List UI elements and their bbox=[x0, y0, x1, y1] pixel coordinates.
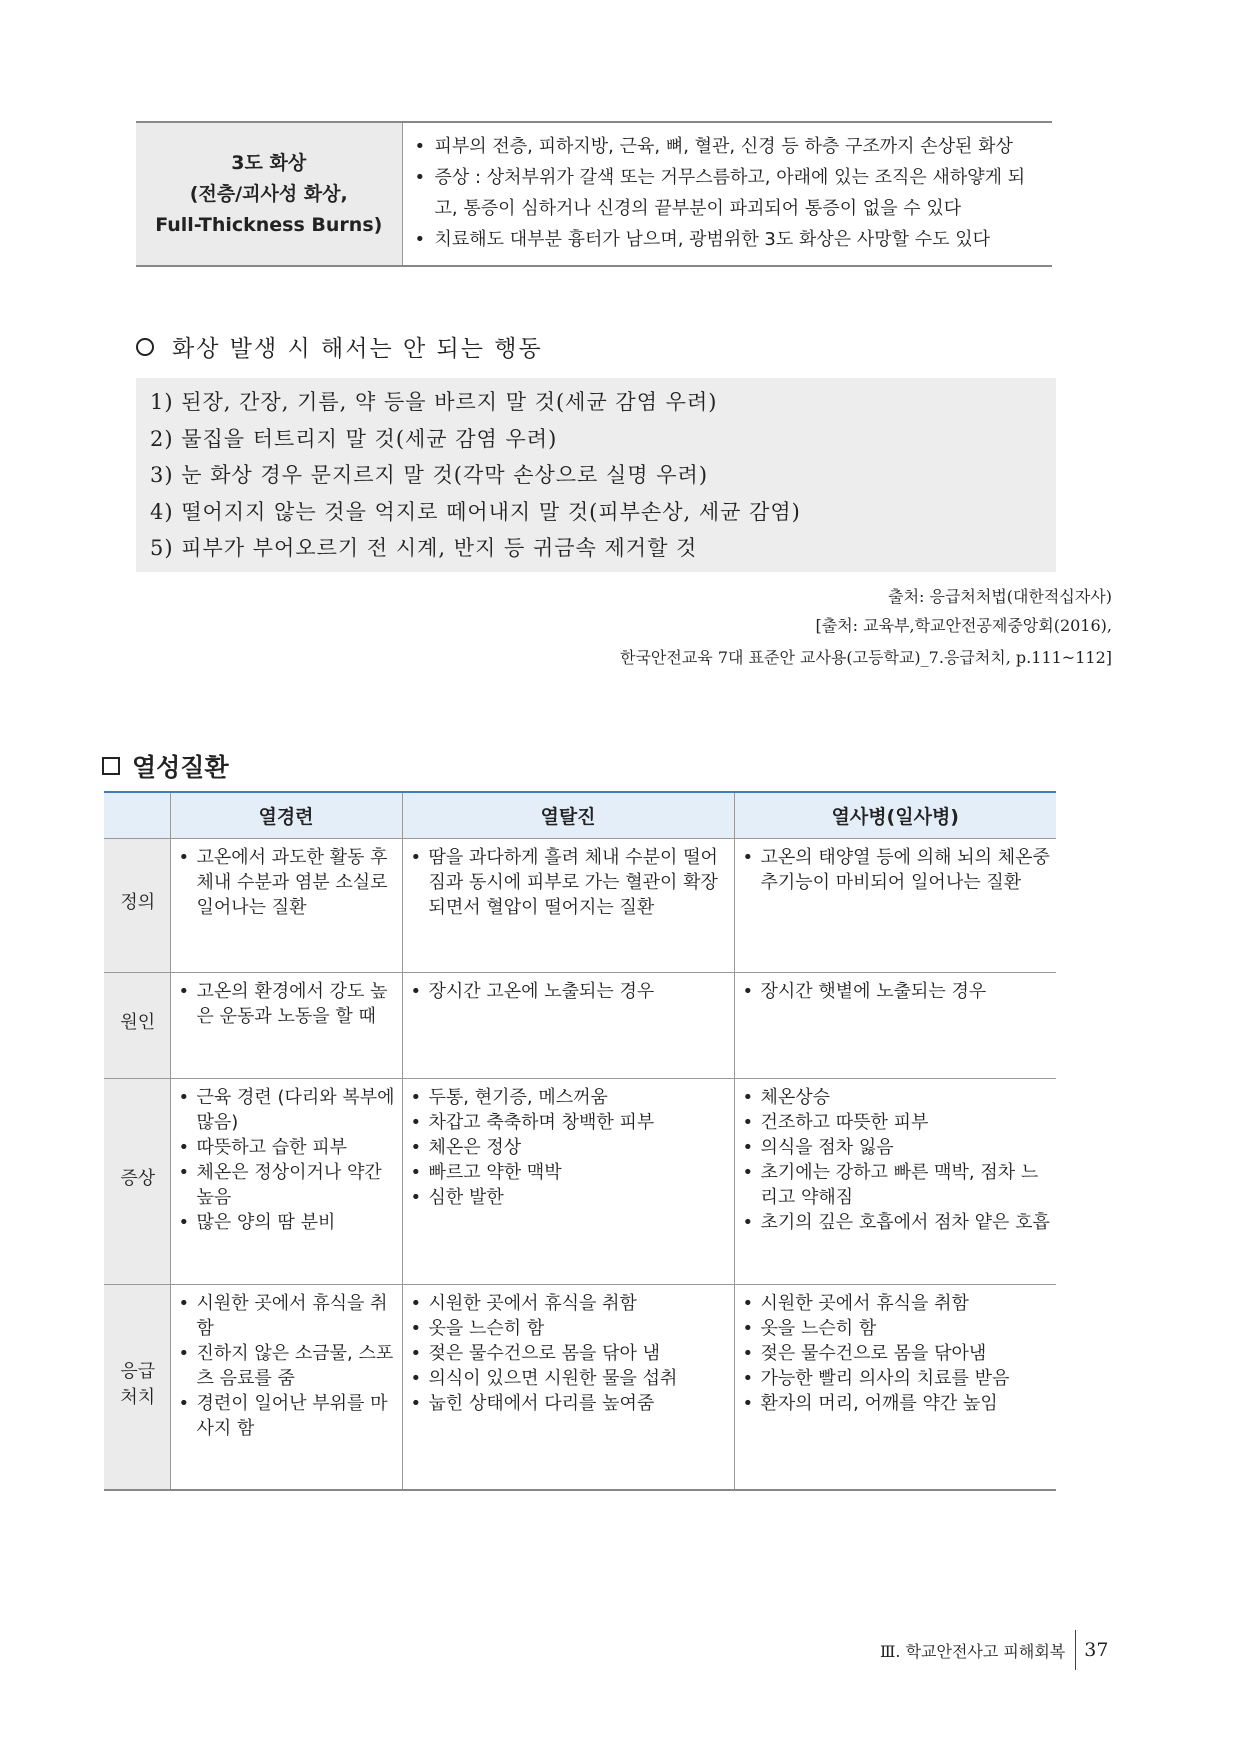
row-header-line: 응급 bbox=[120, 1360, 156, 1382]
table-cell bbox=[734, 1284, 1056, 1490]
bullet-list bbox=[177, 1085, 398, 1235]
bullet-list bbox=[177, 845, 398, 920]
table-cell bbox=[402, 1284, 734, 1490]
row-header bbox=[104, 838, 170, 972]
list-item: • 근육 경련 (다리와 복부에 많음) bbox=[177, 1085, 398, 1135]
list-item: • 장시간 고온에 노출되는 경우 bbox=[409, 979, 730, 1004]
burn-degree-description bbox=[402, 122, 1052, 266]
burn-name-line: Full-Thickness Burns) bbox=[155, 213, 383, 236]
list-item: • 눕힌 상태에서 다리를 높여줌 bbox=[409, 1391, 730, 1416]
list-item: • 빠르고 약한 맥박 bbox=[409, 1160, 730, 1185]
bullet-list bbox=[741, 1085, 1053, 1235]
bullet-list bbox=[409, 1085, 730, 1210]
heat-illness-table bbox=[104, 791, 1056, 1491]
table-cell bbox=[170, 1284, 402, 1490]
list-item: • 체온은 정상이거나 약간 높음 bbox=[177, 1160, 398, 1210]
list-item: • 초기의 깊은 호흡에서 점차 얕은 호흡 bbox=[741, 1210, 1053, 1235]
list-item: 2) 물집을 터트리지 말 것(세균 감염 우려) bbox=[150, 426, 558, 451]
column-header: 열사병(일사병) bbox=[734, 792, 1056, 838]
donts-heading-text: 화상 발생 시 해서는 안 되는 행동 bbox=[172, 336, 543, 362]
table-row bbox=[136, 122, 1052, 266]
list-item: • 가능한 빨리 의사의 치료를 받음 bbox=[741, 1366, 1053, 1391]
page-number: 37 bbox=[1084, 1639, 1109, 1661]
row-header bbox=[104, 1284, 170, 1490]
table-cell bbox=[734, 972, 1056, 1078]
chapter-label: Ⅲ. 학교안전사고 피해회복 bbox=[880, 1641, 1066, 1661]
list-item: • 고온의 태양열 등에 의해 뇌의 체온중추기능이 마비되어 일어나는 질환 bbox=[741, 845, 1053, 895]
list-item: • 체온상승 bbox=[741, 1085, 1053, 1110]
list-item: • 차갑고 축축하며 창백한 피부 bbox=[409, 1110, 730, 1135]
list-item: 3) 눈 화상 경우 문지르지 말 것(각막 손상으로 실명 우려) bbox=[150, 463, 709, 487]
burn-name-line: 3도 화상 bbox=[231, 151, 307, 174]
bullet-list bbox=[409, 1291, 730, 1416]
list-item: • 젖은 물수건으로 몸을 닦아냄 bbox=[741, 1341, 1053, 1366]
donts-box bbox=[136, 378, 1056, 572]
row-header-line: 증상 bbox=[120, 1168, 156, 1189]
table-row bbox=[104, 1284, 1056, 1490]
list-item: • 시원한 곳에서 휴식을 취함 bbox=[741, 1291, 1053, 1316]
bullet-list bbox=[413, 131, 1047, 255]
burn-name-line: (전층/괴사성 화상, bbox=[189, 182, 348, 205]
table-header-row bbox=[104, 792, 1056, 838]
bullet-list bbox=[177, 1291, 398, 1441]
list-item: • 많은 양의 땀 분비 bbox=[177, 1210, 398, 1235]
table-cell bbox=[402, 838, 734, 972]
circle-bullet-icon bbox=[136, 338, 154, 356]
bullet-list bbox=[741, 979, 1053, 1004]
bullet-list bbox=[409, 845, 730, 920]
bullet-list bbox=[741, 1291, 1053, 1416]
list-item: • 시원한 곳에서 휴식을 취함 bbox=[409, 1291, 730, 1316]
column-header: 열탈진 bbox=[402, 792, 734, 838]
row-header-line: 정의 bbox=[120, 892, 156, 913]
heat-illness-heading-text: 열성질환 bbox=[132, 753, 229, 782]
donts-heading bbox=[136, 330, 543, 363]
row-header-line: 처치 bbox=[120, 1386, 156, 1408]
list-item: 5) 피부가 부어오르기 전 시계, 반지 등 귀금속 제거할 것 bbox=[150, 536, 698, 560]
table-cell bbox=[170, 1078, 402, 1284]
list-item: • 건조하고 따뜻한 피부 bbox=[741, 1110, 1053, 1135]
list-item: • 심한 발한 bbox=[409, 1185, 730, 1210]
header-corner-cell bbox=[104, 792, 170, 838]
column-header: 열경련 bbox=[170, 792, 402, 838]
table-cell bbox=[734, 838, 1056, 972]
source-citation: 한국안전교육 7대 표준안 교사용(고등학교)_7.응급처치, p.111~112] bbox=[620, 648, 1112, 667]
list-item: • 옷을 느슨히 함 bbox=[409, 1316, 730, 1341]
burn-degree-table bbox=[136, 121, 1052, 267]
list-item: • 의식을 점차 잃음 bbox=[741, 1135, 1053, 1160]
bullet-list bbox=[741, 845, 1053, 895]
list-item: • 초기에는 강하고 빠른 맥박, 점차 느리고 약해짐 bbox=[741, 1160, 1053, 1210]
burn-degree-name bbox=[136, 122, 402, 266]
source-citation: [출처: 교육부,학교안전공제중앙회(2016), bbox=[815, 616, 1112, 635]
list-item: 4) 떨어지지 않는 것을 억지로 떼어내지 말 것(피부손상, 세균 감염) bbox=[150, 499, 801, 524]
row-header bbox=[104, 972, 170, 1078]
table-cell bbox=[402, 1078, 734, 1284]
table-row bbox=[104, 838, 1056, 972]
bullet-list bbox=[177, 979, 398, 1029]
row-header bbox=[104, 1078, 170, 1284]
list-item: • 땀을 과다하게 흘려 체내 수분이 떨어짐과 동시에 피부로 가는 혈관이 확장되면서 혈압이 떨어지는 질환 bbox=[409, 845, 730, 920]
list-item: • 진하지 않은 소금물, 스포츠 음료를 줌 bbox=[177, 1341, 398, 1391]
list-item: • 옷을 느슨히 함 bbox=[741, 1316, 1053, 1341]
list-item: • 시원한 곳에서 휴식을 취함 bbox=[177, 1291, 398, 1341]
list-item: • 증상 : 상처부위가 갈색 또는 거무스름하고, 아래에 있는 조직은 새하얗게 되고, 통증이 심하거나 신경의 끝부분이 파괴되어 통증이 없을 수 있다 bbox=[413, 162, 1047, 224]
bullet-list bbox=[409, 979, 730, 1004]
list-item: • 치료해도 대부분 흉터가 남으며, 광범위한 3도 화상은 사망할 수도 있다 bbox=[413, 224, 1047, 255]
list-item: • 의식이 있으면 시원한 물을 섭취 bbox=[409, 1366, 730, 1391]
table-cell bbox=[170, 972, 402, 1078]
table-row bbox=[104, 972, 1056, 1078]
table-row bbox=[104, 1078, 1056, 1284]
list-item: 1) 된장, 간장, 기름, 약 등을 바르지 말 것(세균 감염 우려) bbox=[150, 390, 718, 414]
list-item: • 장시간 햇볕에 노출되는 경우 bbox=[741, 979, 1053, 1004]
page-footer bbox=[880, 1630, 1108, 1670]
heat-illness-heading bbox=[102, 748, 229, 784]
checkbox-square-icon bbox=[102, 757, 120, 775]
list-item: • 젖은 물수건으로 몸을 닦아 냄 bbox=[409, 1341, 730, 1366]
table-cell bbox=[170, 838, 402, 972]
source-citation: 출처: 응급처처법(대한적십자사) bbox=[888, 587, 1112, 606]
list-item: • 체온은 정상 bbox=[409, 1135, 730, 1160]
table-cell bbox=[734, 1078, 1056, 1284]
list-item: • 경련이 일어난 부위를 마사지 함 bbox=[177, 1391, 398, 1441]
list-item: • 따뜻하고 습한 피부 bbox=[177, 1135, 398, 1160]
list-item: • 환자의 머리, 어깨를 약간 높임 bbox=[741, 1391, 1053, 1416]
list-item: • 고온의 환경에서 강도 높은 운동과 노동을 할 때 bbox=[177, 979, 398, 1029]
list-item: • 두통, 현기증, 메스꺼움 bbox=[409, 1085, 730, 1110]
row-header-line: 원인 bbox=[120, 1012, 156, 1033]
list-item: • 고온에서 과도한 활동 후 체내 수분과 염분 소실로 일어나는 질환 bbox=[177, 845, 398, 920]
list-item: • 피부의 전층, 피하지방, 근육, 뼈, 혈관, 신경 등 하층 구조까지 손상된 화상 bbox=[413, 131, 1047, 162]
table-cell bbox=[402, 972, 734, 1078]
donts-list bbox=[150, 384, 1042, 567]
